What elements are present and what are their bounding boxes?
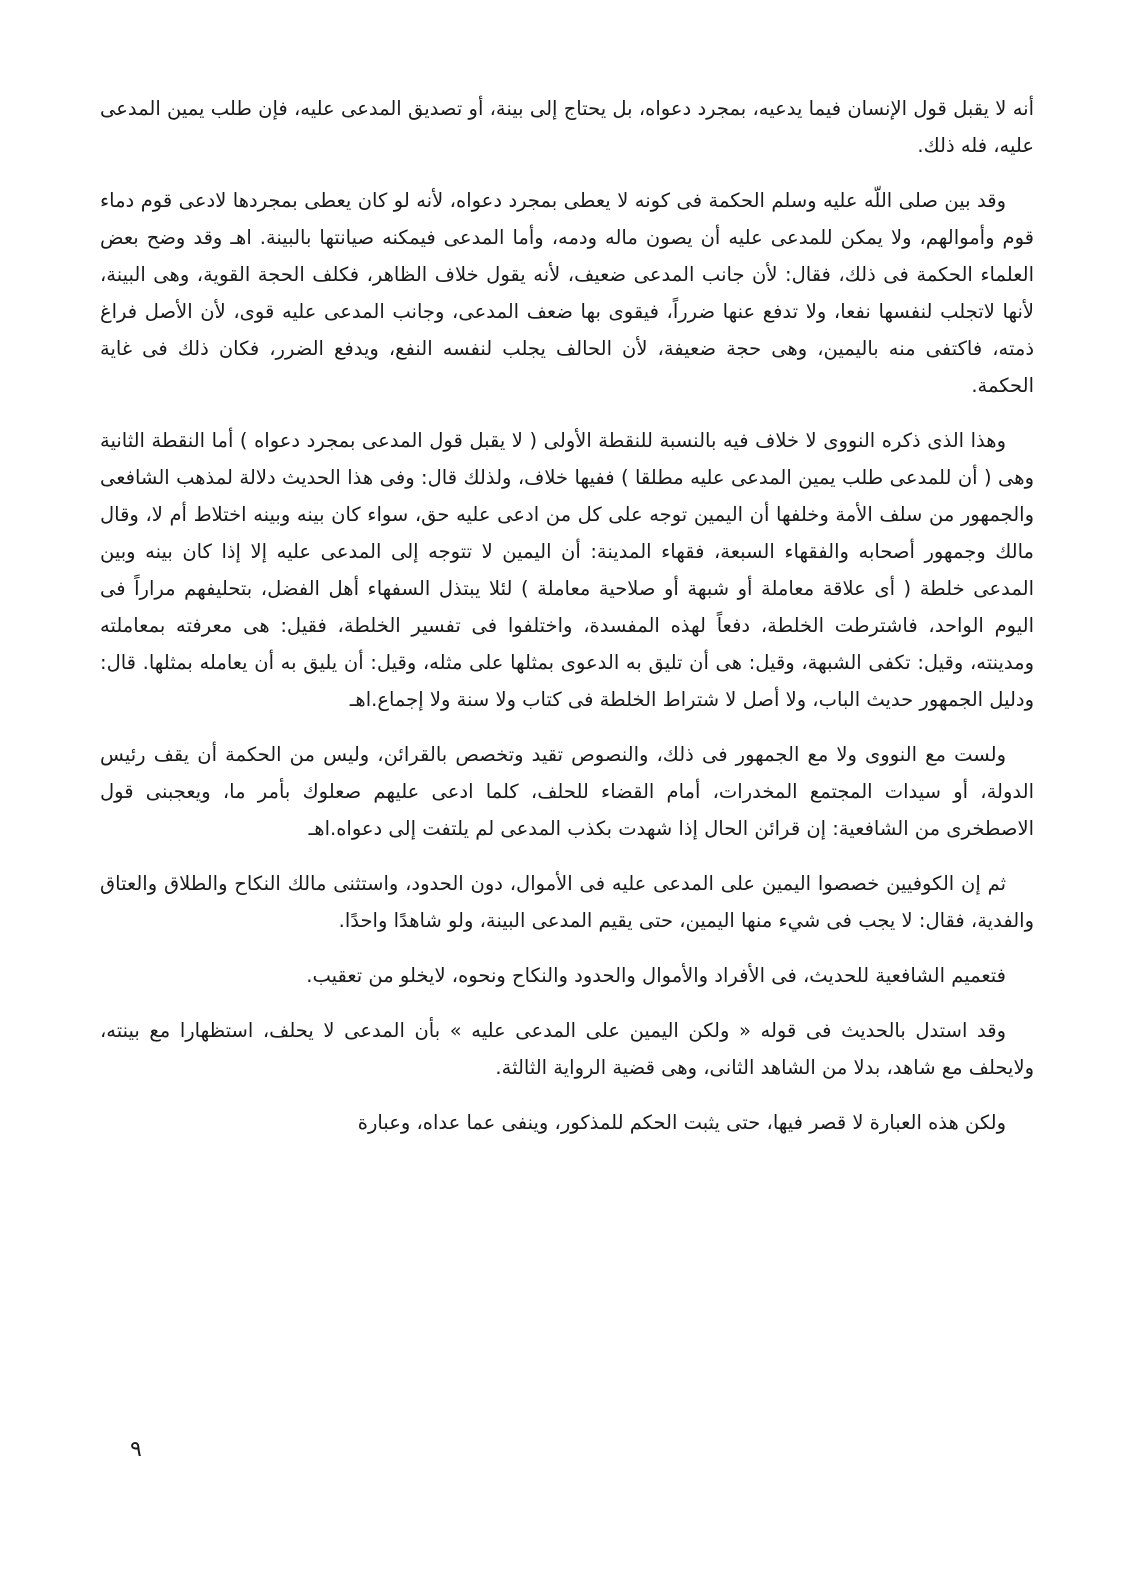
page-number: ٩ bbox=[130, 1437, 142, 1462]
paragraph-7: وقد استدل بالحديث فى قوله « ولكن اليمين على المدعى عليه » بأن المدعى لا يحلف، استظهارا مع بينته، ولايحلف مع شاهد، بدلا من الشاهد الثانى، وهى قضية الرواية الثالثة. bbox=[100, 1019, 1034, 1079]
paragraph-8: ولكن هذه العبارة لا قصر فيها، حتى يثبت الحكم للمذكور، وينفى عما عداه، وعبارة bbox=[357, 1111, 1006, 1134]
paragraph-1: أنه لا يقبل قول الإنسان فيما يدعيه، بمجرد دعواه، بل يحتاج إلى بينة، أو تصديق المدعى عليه، فإن طلب يمين المدعى عليه، فله ذلك. bbox=[100, 97, 1034, 157]
paragraph-6: فتعميم الشافعية للحديث، فى الأفراد والأموال والحدود والنكاح ونحوه، لايخلو من تعقيب. bbox=[306, 964, 1006, 987]
text-body bbox=[100, 90, 1034, 1159]
paragraph-5: ثم إن الكوفيين خصصوا اليمين على المدعى عليه فى الأموال، دون الحدود، واستثنى مالك النكاح والطلاق والعتاق والفدية، فقال: لا يجب فى شيء منها اليمين، حتى يقيم المدعى البينة، ولو شاهدًا واحدًا. bbox=[100, 872, 1034, 932]
paragraph-4: ولست مع النووى ولا مع الجمهور فى ذلك، والنصوص تقيد وتخصص بالقرائن، وليس من الحكمة أن يقف رئيس الدولة، أو سيدات المجتمع المخدرات، أمام القضاء للحلف، كلما ادعى عليهم صعلوك بأمر ما، ويعجبنى قول الاصطخرى من الشافعية: إن قرائن الحال إذا شهدت بكذب المدعى لم يلتفت إلى دعواه.اهـ bbox=[100, 743, 1034, 840]
paragraph-3: وهذا الذى ذكره النووى لا خلاف فيه بالنسبة للنقطة الأولى ( لا يقبل قول المدعى بمجرد دعواه ) أما النقطة الثانية وهى ( أن للمدعى طلب يمين المدعى عليه مطلقا ) ففيها خلاف، ولذلك قال: وفى هذا الحديث دلالة لمذهب الشافعى والجمهور من سلف الأمة وخلفها أن اليمين توجه على كل من ادعى عليه حق، سواء كان بينه وبينه اختلاط أم لا، وقال مالك وجمهور أصحابه والفقهاء السبعة، فقهاء المدينة: أن اليمين لا تتوجه إلى المدعى عليه إلا إذا كان بينه وبين المدعى خلطة ( أى علاقة معاملة أو شبهة أو صلاحية معاملة ) لئلا يبتذل السفهاء أهل الفضل، بتحليفهم مراراً فى اليوم الواحد، فاشترطت الخلطة، دفعاً لهذه المفسدة، واختلفوا فى تفسير الخلطة، فقيل: هى معرفته بمعاملته ومدينته، وقيل: تكفى الشبهة، وقيل: هى أن تليق به الدعوى بمثلها على مثله، وقيل: أن يليق به أن يعامله بمثلها. قال: ودليل الجمهور حديث الباب، ولا أصل لا شتراط الخلطة فى كتاب ولا سنة ولا إجماع.اهـ bbox=[100, 429, 1034, 711]
paragraph-2: وقد بين صلى اللّه عليه وسلم الحكمة فى كونه لا يعطى بمجرد دعواه، لأنه لو كان يعطى بمجردها لادعى قوم دماء قوم وأموالهم، ولا يمكن للمدعى عليه أن يصون ماله ودمه، وأما المدعى فيمكنه صيانتها بالبينة. اهـ وقد وضح بعض العلماء الحكمة فى ذلك، فقال: لأن جانب المدعى ضعيف، لأنه يقول خلاف الظاهر، فكلف الحجة القوية، وهى البينة، لأنها لاتجلب لنفسها نفعا، ولا تدفع عنها ضرراً، فيقوى بها ضعف المدعى، وجانب المدعى عليه قوى، لأن الأصل فراغ ذمته، فاكتفى منه باليمين، وهى حجة ضعيفة، لأن الحالف يجلب لنفسه النفع، ويدفع الضرر، فكان ذلك فى غاية الحكمة. bbox=[100, 189, 1034, 397]
